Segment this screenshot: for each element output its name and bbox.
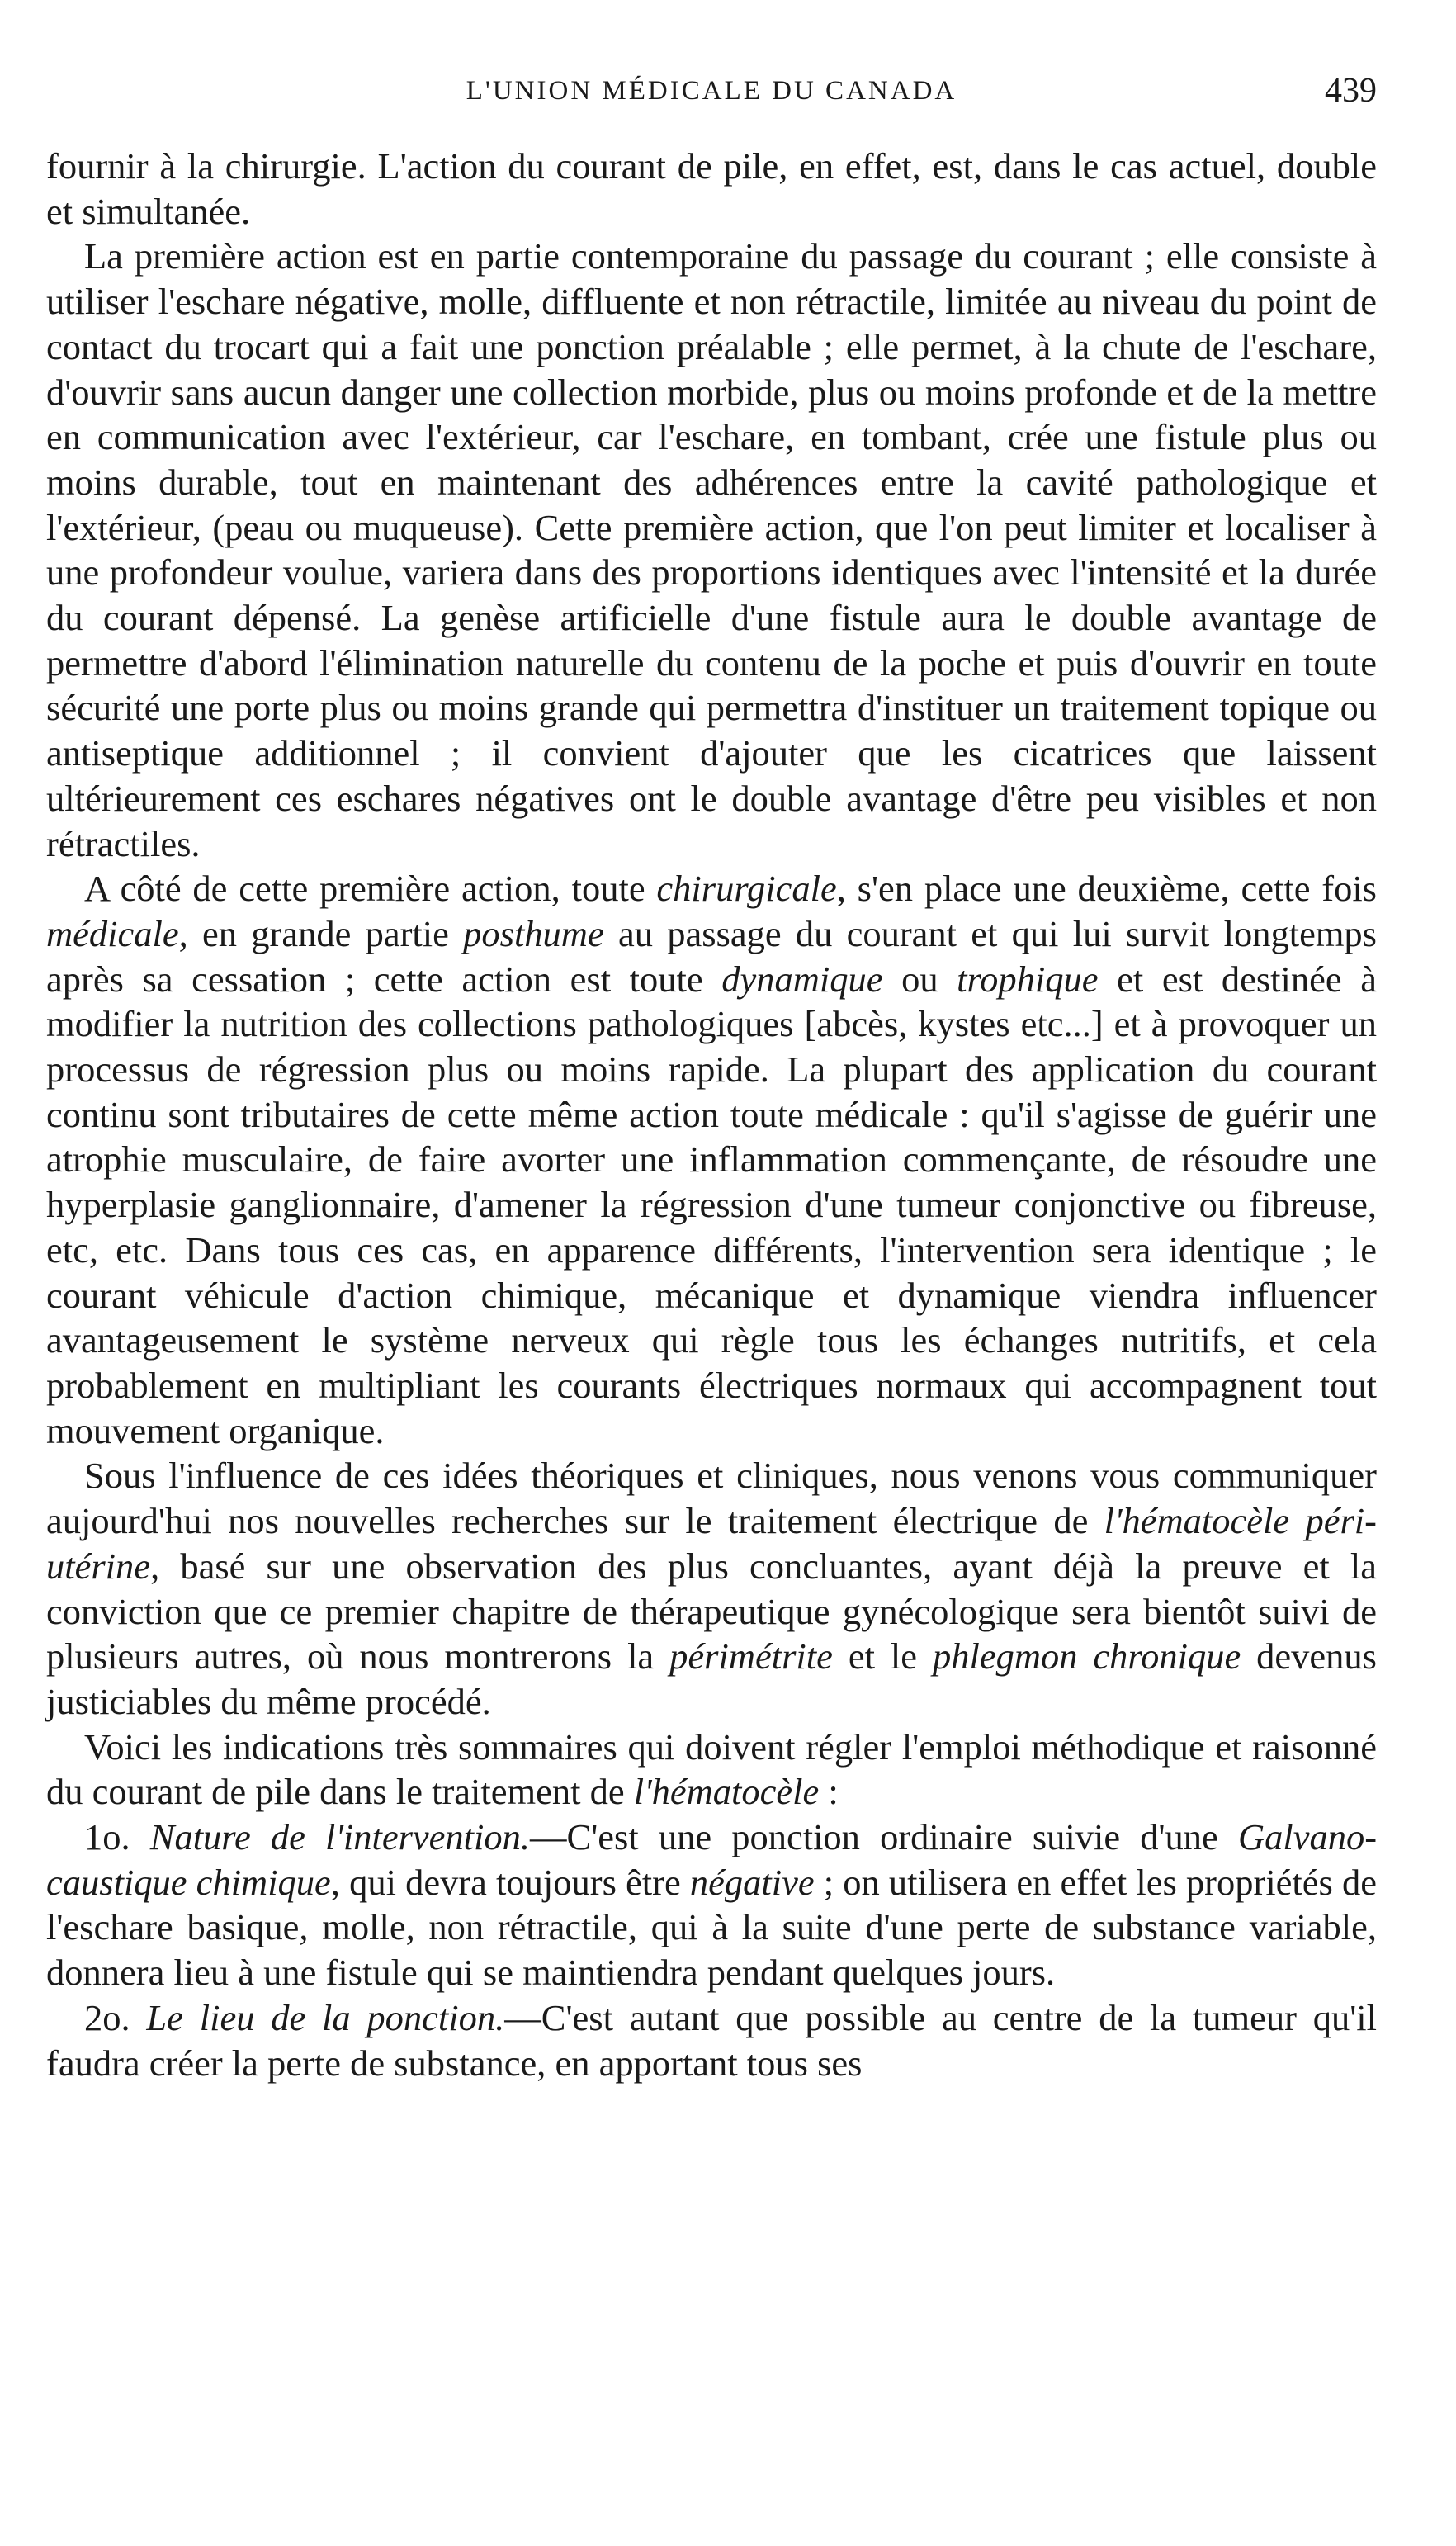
text-run: devenus justiciables du même procédé. (46, 1635, 1377, 1722)
text-run: fournir à la chirurgie. L'action du courant de pile, en effet, est, dans le cas actuel, double et simultanée. (46, 145, 1377, 232)
italic-run: trophique (957, 958, 1099, 1000)
text-run: , qui devra toujours être (330, 1861, 690, 1903)
italic-run: Galvano-caustique chimique (46, 1816, 1378, 1903)
italic-run: Le lieu de la ponction. (146, 1996, 505, 2038)
body-text (46, 144, 1377, 2085)
text-run: A côté de cette première action, toute (84, 868, 657, 910)
italic-run: négative (689, 1861, 815, 1903)
italic-run: phlegmon chronique (932, 1635, 1241, 1678)
text-run: au passage du courant et qui lui survit longtemps après sa cessation ; cette action est toute (46, 912, 1377, 1000)
text-run: Voici les indications très sommaires qui doivent régler l'emploi méthodique et raisonné du courant de pile dans le traitement de (46, 1725, 1377, 1813)
text-run: : (819, 1771, 839, 1813)
running-header (46, 59, 1377, 125)
italic-run: posthume (463, 912, 604, 954)
text-run: et est destinée à modifier la nutrition des collections pathologiques [abcès, kystes etc...] et à provoquer un processus de régression plus ou moins rapide. La plupart des application du courant continu sont tributaires de cette même action toute médicale : qu'il s'agisse de guérir une atrophie musculaire, de faire avorter une inflammation commençante, de résoudre une hyperplasie ganglionnaire, d'amener la régression d'une tumeur conjonctive ou fibreuse, etc, etc. Dans tous ces cas, en apparence différents, l'intervention sera identique ; le courant véhicule d'action chimique, mécanique et dynamique viendra influencer avantageusement le système nerveux qui règle tous les échanges nutritifs, et cela probablement en multipliant les courants électriques normaux qui accompagnent tout mouvement organique. (46, 958, 1377, 1451)
running-title: L'UNION MÉDICALE DU CANADA (466, 76, 957, 106)
italic-run: dynamique (721, 958, 883, 1000)
text-run: , en grande partie (178, 912, 464, 954)
text-run: , basé sur une observation des plus concluantes, ayant déjà la preuve et la conviction que ce premier chapitre de thérapeutique gynécologique sera bientôt suivi de plusieurs autres, où nous montrerons la (46, 1545, 1377, 1678)
text-run: Sous l'influence de ces idées théoriques et cliniques, nous venons vous communiquer aujourd'hui nos nouvelles recherches sur le traitement électrique de (46, 1455, 1377, 1542)
text-run: La première action est en partie contemporaine du passage du courant ; elle consiste à utiliser l'eschare négative, molle, diffluente et non rétractile, limitée au niveau du point de contact du trocart qui a fait une ponction préalable ; elle permet, à la chute de l'eschare, d'ouvrir sans aucun danger une collection morbide, plus ou moins profonde et de la mettre en communication avec l'extérieur, car l'eschare, en tombant, crée une fistule plus ou moins durable, tout en maintenant des adhérences entre la cavité pathologique et l'extérieur, (peau ou muqueuse). Cette première action, que l'on peut limiter et localiser à une profondeur voulue, variera dans des proportions identiques avec l'intensité et la durée du courant dépensé. La genèse artificielle d'une fistule aura le double avantage de permettre d'abord l'élimination naturelle du contenu de la poche et puis d'ouvrir en toute sécurité une porte plus ou moins grande qui permettra d'instituer un traitement topique ou antiseptique additionnel ; il convient d'ajouter que les cicatrices que laissent ultérieurement ces eschares négatives ont le double avantage d'être peu visibles et non rétractiles. (46, 235, 1377, 864)
paragraph (46, 234, 1377, 866)
text-run: , s'en place une deuxième, cette fois (836, 868, 1378, 910)
paragraph (46, 144, 1377, 234)
text-run: et le (832, 1635, 933, 1678)
italic-run: chirurgicale (656, 868, 837, 910)
paragraph (46, 1453, 1377, 1724)
paragraph (46, 866, 1377, 1453)
text-run: 1o. (84, 1816, 150, 1858)
page-number: 439 (1325, 72, 1377, 110)
text-run: —C'est une ponction ordinaire suivie d'une (530, 1816, 1238, 1858)
paragraph (46, 1815, 1377, 1995)
text-run: 2o. (84, 1996, 147, 2038)
paragraph (46, 1995, 1377, 2085)
italic-run: l'hématocèle (633, 1771, 820, 1813)
italic-run: Nature de l'intervention. (149, 1816, 531, 1858)
italic-run: médicale (46, 912, 179, 954)
text-run: ; on utilisera en effet les propriétés de l'eschare basique, molle, non rétractile, qui à la suite d'une perte de substance variable, donnera lieu à une fistule qui se maintiendra pendant quelques jours. (46, 1861, 1378, 1994)
paragraph (46, 1725, 1377, 1815)
text-run: —C'est autant que possible au centre de la tumeur qu'il faudra créer la perte de substance, en apportant tous ses (46, 1996, 1377, 2084)
italic-run: périmétrite (669, 1635, 833, 1678)
text-run: ou (882, 958, 957, 1000)
italic-run: l'hématocèle péri-utérine (46, 1500, 1377, 1587)
